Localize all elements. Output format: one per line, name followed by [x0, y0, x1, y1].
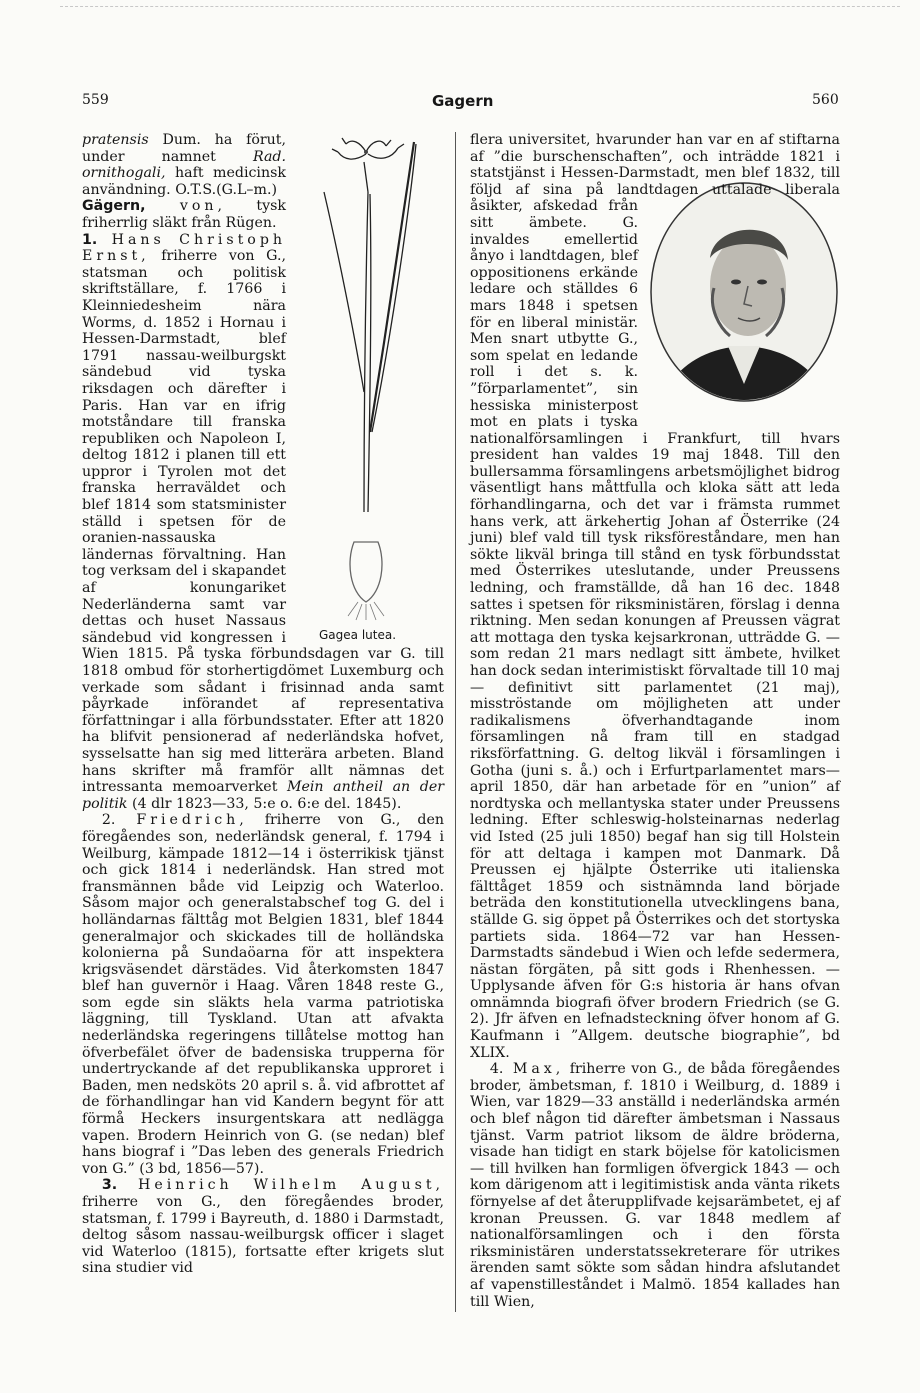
entry-heinrich-wilhelm-august: 3. Heinrich Wilhelm August, friherre von G., den föregåendes broder, statsman, f. 1799 i Bayreuth, d. 1880 i Darmstadt, deltog såsom nassau-weilburgsk officer i slaget vid Waterloo (1815), fortsatte efter krigets slut sina studier vid — [82, 1177, 444, 1277]
left-column — [82, 132, 444, 1277]
entry-gagern-headword: Gägern, von, tysk friherrlig släkt från Rügen. — [82, 198, 286, 231]
entry-max: 4. Max, friherre von G., de båda föregåendes broder, ämbetsman, f. 1810 i Weilburg, d. 1889 i Wien, var 1829—33 anställd i nederländska armén och blef någon tid därefter ämbetsman i Nassaus tjänst. Varm patriot liksom de äldre bröderna, visade han tidigt en stark böjelse för katolicismen — till hvilken han formligen öfvergick 1843 — och kom därigenom att i legitimistisk anda vänta rikets förnyelse af det återupplifvade kejsarämbetet, ej af kronan Preussen. G. var 1848 medlem af nationalförsamlingen och i den första riksministären understatssekreterare för utrikes ärenden samt sökte som sådan hindra afslutandet af vapenstilleståndet i Malmö. 1854 kallades han till Wien, — [470, 1061, 840, 1310]
column-divider — [455, 132, 456, 1312]
heinrich-von-gagern-portrait — [644, 178, 840, 416]
right-column — [470, 132, 840, 1310]
gagea-lutea-drawing — [294, 132, 444, 622]
portrait-illustration — [644, 178, 840, 416]
running-head: Gagern — [432, 92, 494, 110]
heinrich-text-part1: flera universitet, hvarunder han var en af stiftarna af ”die burschenschaften”, och inträdde 1821 i statstjänst i Hessen-Darmstadt, men blef 1832, till följd af sina på landtdagen uttalade liberala åsikter, — [470, 132, 840, 215]
plant-illustration — [294, 132, 444, 642]
heinrich-text — [470, 132, 840, 1061]
left-page-number: 559 — [82, 92, 109, 108]
entry-pratensis: pratensis Dum. ha förut, under namnet Rad. ornithogali, haft medicinsk användning. O.T.S.(G.L–m.) — [82, 132, 286, 198]
plant-caption: Gagea lutea. — [319, 628, 397, 642]
heinrich-text-part2: afskedad från sitt ämbete. G. invaldes emellertid ånyo i landtdagen, blef oppositionens erkände ledare och ställdes 6 mars 1848 i spetsen för en liberal ministär. Men snart utbytte G., som spelat en ledande roll i det s. k. ”förparlamentet”, sin hessiska ministerpost mot en plats i tyska nationalförsamlingen i Frankfurt, till hvars president han valdes 19 maj 1848. Till den bullersamma församlingens arbetsmöjlighet bidrog väsentligt hans måttfulla och kloka sätt att leda förhandlingarna, och det var i främsta rummet hans verk, att ärkehertig Johan af Österrike (24 juni) blef vald till tysk riksföreståndare, men han sökte likväl bringa till stånd en tysk förbundsstat med Österrikes uteslutande, under Preussens ledning, och framställde, då han 16 dec. 1848 sattes i spetsen för riksministären, förslag i denna riktning. Men sedan konungen af Preussen vägrat att mottaga den tyska kejsarkronan, utträdde G. — som redan 21 mars nedlagt sitt ämbete, hvilket han dock sedan interimistiskt förvaltade till 10 maj — definitivt sitt parlamentet (21 maj), misströstande om möjligheten att under radikalismens öfverhandtagande inom församlingen nå fram till en stadgad riksförfattning. G. deltog likväl i församlingen i Gotha (juni s. å.) och i Erfurtparlamentet mars—april 1850, där han arbetade för en ”union” af nordtyska och mellantyska stater under Preussens ledning. Efter schleswig-holsteinarnas nederlag vid Isted (25 juli 1850) begaf han sig till Holstein för att deltaga i kampen mot Danmark. Då Preussen ej hjälpte Österrike uti italienska fälttåget 1859 och sistnämnda land började beträda den konstitutionella utvecklingens bana, ställde G. sig öppet på Österrikes och det stortyska partiets sida. 1864—72 var han Hessen-Darmstadts sändebud i Wien och lefde sedermera, nästan förgäten, på sitt gods i Rhenhessen. — Upplysande äfven för G:s historia är hans ofvan omnämnda biografi öfver brodern Friedrich (se G. 2). Jfr äfven en lefnadsteckning öfver honom af G. Kaufmann i ”Allgem. deutsche biographie”, bd XLIX. — [470, 198, 840, 1061]
right-page-number: 560 — [812, 92, 839, 108]
entry-friedrich: 2. Friedrich, friherre von G., den föregåendes son, nederländsk general, f. 1794 i Weilburg, kämpade 1812—14 i österrikisk tjänst och gick 1814 i nederländsk. Han stred mot fransmännen både vid Leipzig och Waterloo. Såsom major och generalstabschef tog G. del i holländarnas fälttåg mot Belgien 1831, blef 1844 generalmajor och skickades till de holländska kolonierna på Sundaöarna för att inspektera krigsväsendet därstädes. Vid återkomsten 1847 blef han guvernör i Haag. Våren 1848 reste G., som egde sin släkts hela varma patriotiska läggning, till Tyskland. Utan att afvakta nederländska regeringens tillåtelse mottog han öfverbefälet öfver de badensiska trupperna för undertryckande af det republikanska upproret i Baden, men nedsköts 20 april s. å. vid afbrottet af de förhandlingar han vid Kandern begynt för att förmå Heckers insurgentskara att nedlägga vapen. Brodern Heinrich von G. (se nedan) blef hans biograf i ”Das leben des generals Friedrich von G.” (3 bd, 1856—57). — [82, 812, 444, 1177]
top-rule — [60, 6, 900, 7]
entry-hans-christoph-ernst: 1. Hans Christoph Ernst, friherre von G., statsman och politisk skriftställare, f. 1766 i Kleinniedesheim nära Worms, d. 1852 i Hornau i Hessen-Darmstadt, blef 1791 nassau-weilburgskt sändebud vid tyska riksdagen och därefter i Paris. Han var en ifrig motståndare till franska republiken och Napoleon I, deltog 1812 i planen till ett uppror i Tyrolen mot det franska herraväldet och blef 1814 som statsminister ställd i spetsen för de oranien-nassauska ländernas förvaltning. Han tog verksam del i skapandet af konungariket Nederländerna samt var dettas och huset Nassaus sändebud vid kongressen i Wien 1815. På tyska förbundsdagen var G. till 1818 ombud för storhertigdömet Luxemburg och verkade som sådant i frisinnad anda samt påyrkade införandet af representativa författningar i alla förbundsstater. Efter att 1820 ha blifvit pensionerad af nederländska hofvet, sysselsatte han sig med litterära arbeten. Bland hans skrifter må framför allt nämnas det intressanta memoarverket Mein antheil an der politik (4 dlr 1823—33, 5:e o. 6:e del. 1845). — [82, 231, 444, 812]
